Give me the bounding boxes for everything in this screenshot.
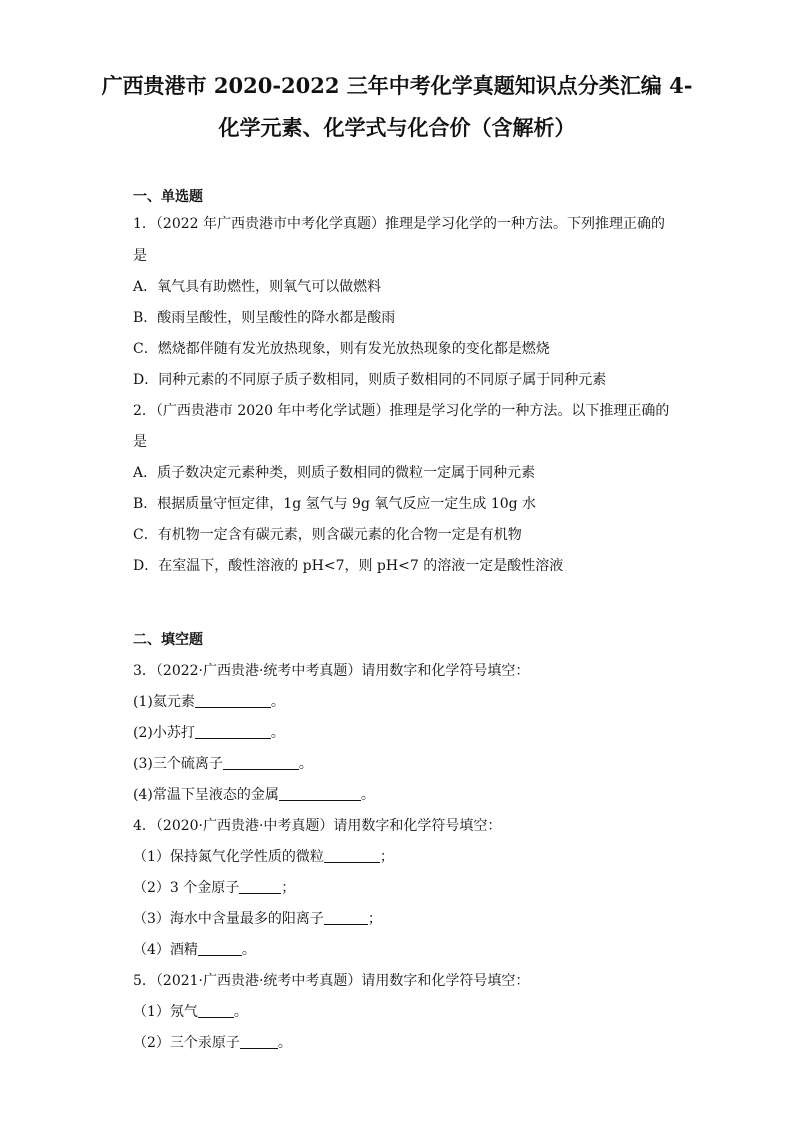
answer-blank[interactable] <box>240 1034 278 1049</box>
question-4-item-2 <box>133 877 295 897</box>
question-5-item-1-text: （1）氖气 <box>133 1004 198 1020</box>
answer-blank[interactable] <box>279 786 361 801</box>
question-4-item-3-end: ； <box>367 911 382 927</box>
answer-blank[interactable] <box>198 1003 234 1018</box>
question-4-item-2-text: （2）3 个金原子 <box>133 880 240 896</box>
question-4-item-4-end: 。 <box>241 942 256 958</box>
question-3-item-1-text: (1)氦元素 <box>133 694 195 710</box>
answer-blank[interactable] <box>324 910 368 925</box>
question-3-item-2-end: 。 <box>270 725 285 741</box>
question-1-option-d: D．同种元素的不同原子质子数相同，则质子数相同的不同原子属于同种元素 <box>133 372 607 388</box>
question-4-item-4-text: （4）酒精 <box>133 942 198 958</box>
question-2-stem: 2．（广西贵港市 2020 年中考化学试题）推理是学习化学的一种方法。以下推理正确的 <box>133 403 670 419</box>
question-5-stem: 5．（2021·广西贵港·统考中考真题）请用数字和化学符号填空： <box>133 973 530 989</box>
question-4-item-2-end: ； <box>281 880 296 896</box>
question-1-option-c: C．燃烧都伴随有发光放热现象，则有发光放热现象的变化都是燃烧 <box>133 341 550 357</box>
document-title-line2: 化学元素、化学式与化合价（含解析） <box>218 115 576 140</box>
question-3-item-2 <box>133 722 285 742</box>
question-2-option-c: C．有机物一定含有碳元素，则含碳元素的化合物一定是有机物 <box>133 527 522 543</box>
question-1-option-b: B．酸雨呈酸性，则呈酸性的降水都是酸雨 <box>133 310 396 326</box>
question-3-item-4-end: 。 <box>360 787 375 803</box>
question-4-item-4 <box>133 939 256 959</box>
question-1-stem-cont: 是 <box>133 248 147 264</box>
question-3-item-3 <box>133 753 313 773</box>
answer-blank[interactable] <box>195 724 271 739</box>
question-3-stem: 3．（2022·广西贵港·统考中考真题）请用数字和化学符号填空： <box>133 663 530 679</box>
question-3-item-1 <box>133 691 285 711</box>
question-4-item-3-text: （3）海水中含量最多的阳离子 <box>133 911 324 927</box>
question-4-item-3 <box>133 908 382 928</box>
section-heading-fill-blank: 二、填空题 <box>133 632 203 648</box>
question-3-item-2-text: (2)小苏打 <box>133 725 195 741</box>
document-title-line1: 广西贵港市 2020-2022 三年中考化学真题知识点分类汇编 4- <box>101 73 693 98</box>
question-5-item-1-end: 。 <box>233 1004 248 1020</box>
question-3-item-3-end: 。 <box>298 756 313 772</box>
section-heading-single-choice: 一、单选题 <box>133 189 203 205</box>
question-5-item-2-end: 。 <box>277 1035 292 1051</box>
question-2-stem-cont: 是 <box>133 434 147 450</box>
question-4-item-1-end: ； <box>379 849 394 865</box>
question-2-option-d: D．在室温下，酸性溶液的 pH<7，则 pH<7 的溶液一定是酸性溶液 <box>133 558 564 574</box>
question-3-item-3-text: (3)三个硫离子 <box>133 756 223 772</box>
question-3-item-1-end: 。 <box>270 694 285 710</box>
question-2-option-b: B．根据质量守恒定律，1g 氢气与 9g 氧气反应一定生成 10g 水 <box>133 496 537 512</box>
question-5-item-2-text: （2）三个汞原子 <box>133 1035 240 1051</box>
question-4-stem: 4．（2020·广西贵港·中考真题）请用数字和化学符号填空： <box>133 818 502 834</box>
answer-blank[interactable] <box>239 879 281 894</box>
question-4-item-1-text: （1）保持氮气化学性质的微粒 <box>133 849 324 865</box>
answer-blank[interactable] <box>195 693 271 708</box>
question-1-stem: 1．（2022 年广西贵港市中考化学真题）推理是学习化学的一种方法。下列推理正确的 <box>133 216 665 232</box>
question-5-item-1 <box>133 1001 248 1021</box>
answer-blank[interactable] <box>324 848 380 863</box>
question-4-item-1 <box>133 846 394 866</box>
question-3-item-4 <box>133 784 375 804</box>
question-3-item-4-text: (4)常温下呈液态的金属 <box>133 787 279 803</box>
question-5-item-2 <box>133 1032 292 1052</box>
answer-blank[interactable] <box>198 941 242 956</box>
question-1-option-a: A．氧气具有助燃性，则氧气可以做燃料 <box>133 279 382 295</box>
answer-blank[interactable] <box>223 755 299 770</box>
question-2-option-a: A．质子数决定元素种类，则质子数相同的微粒一定属于同种元素 <box>133 465 536 481</box>
